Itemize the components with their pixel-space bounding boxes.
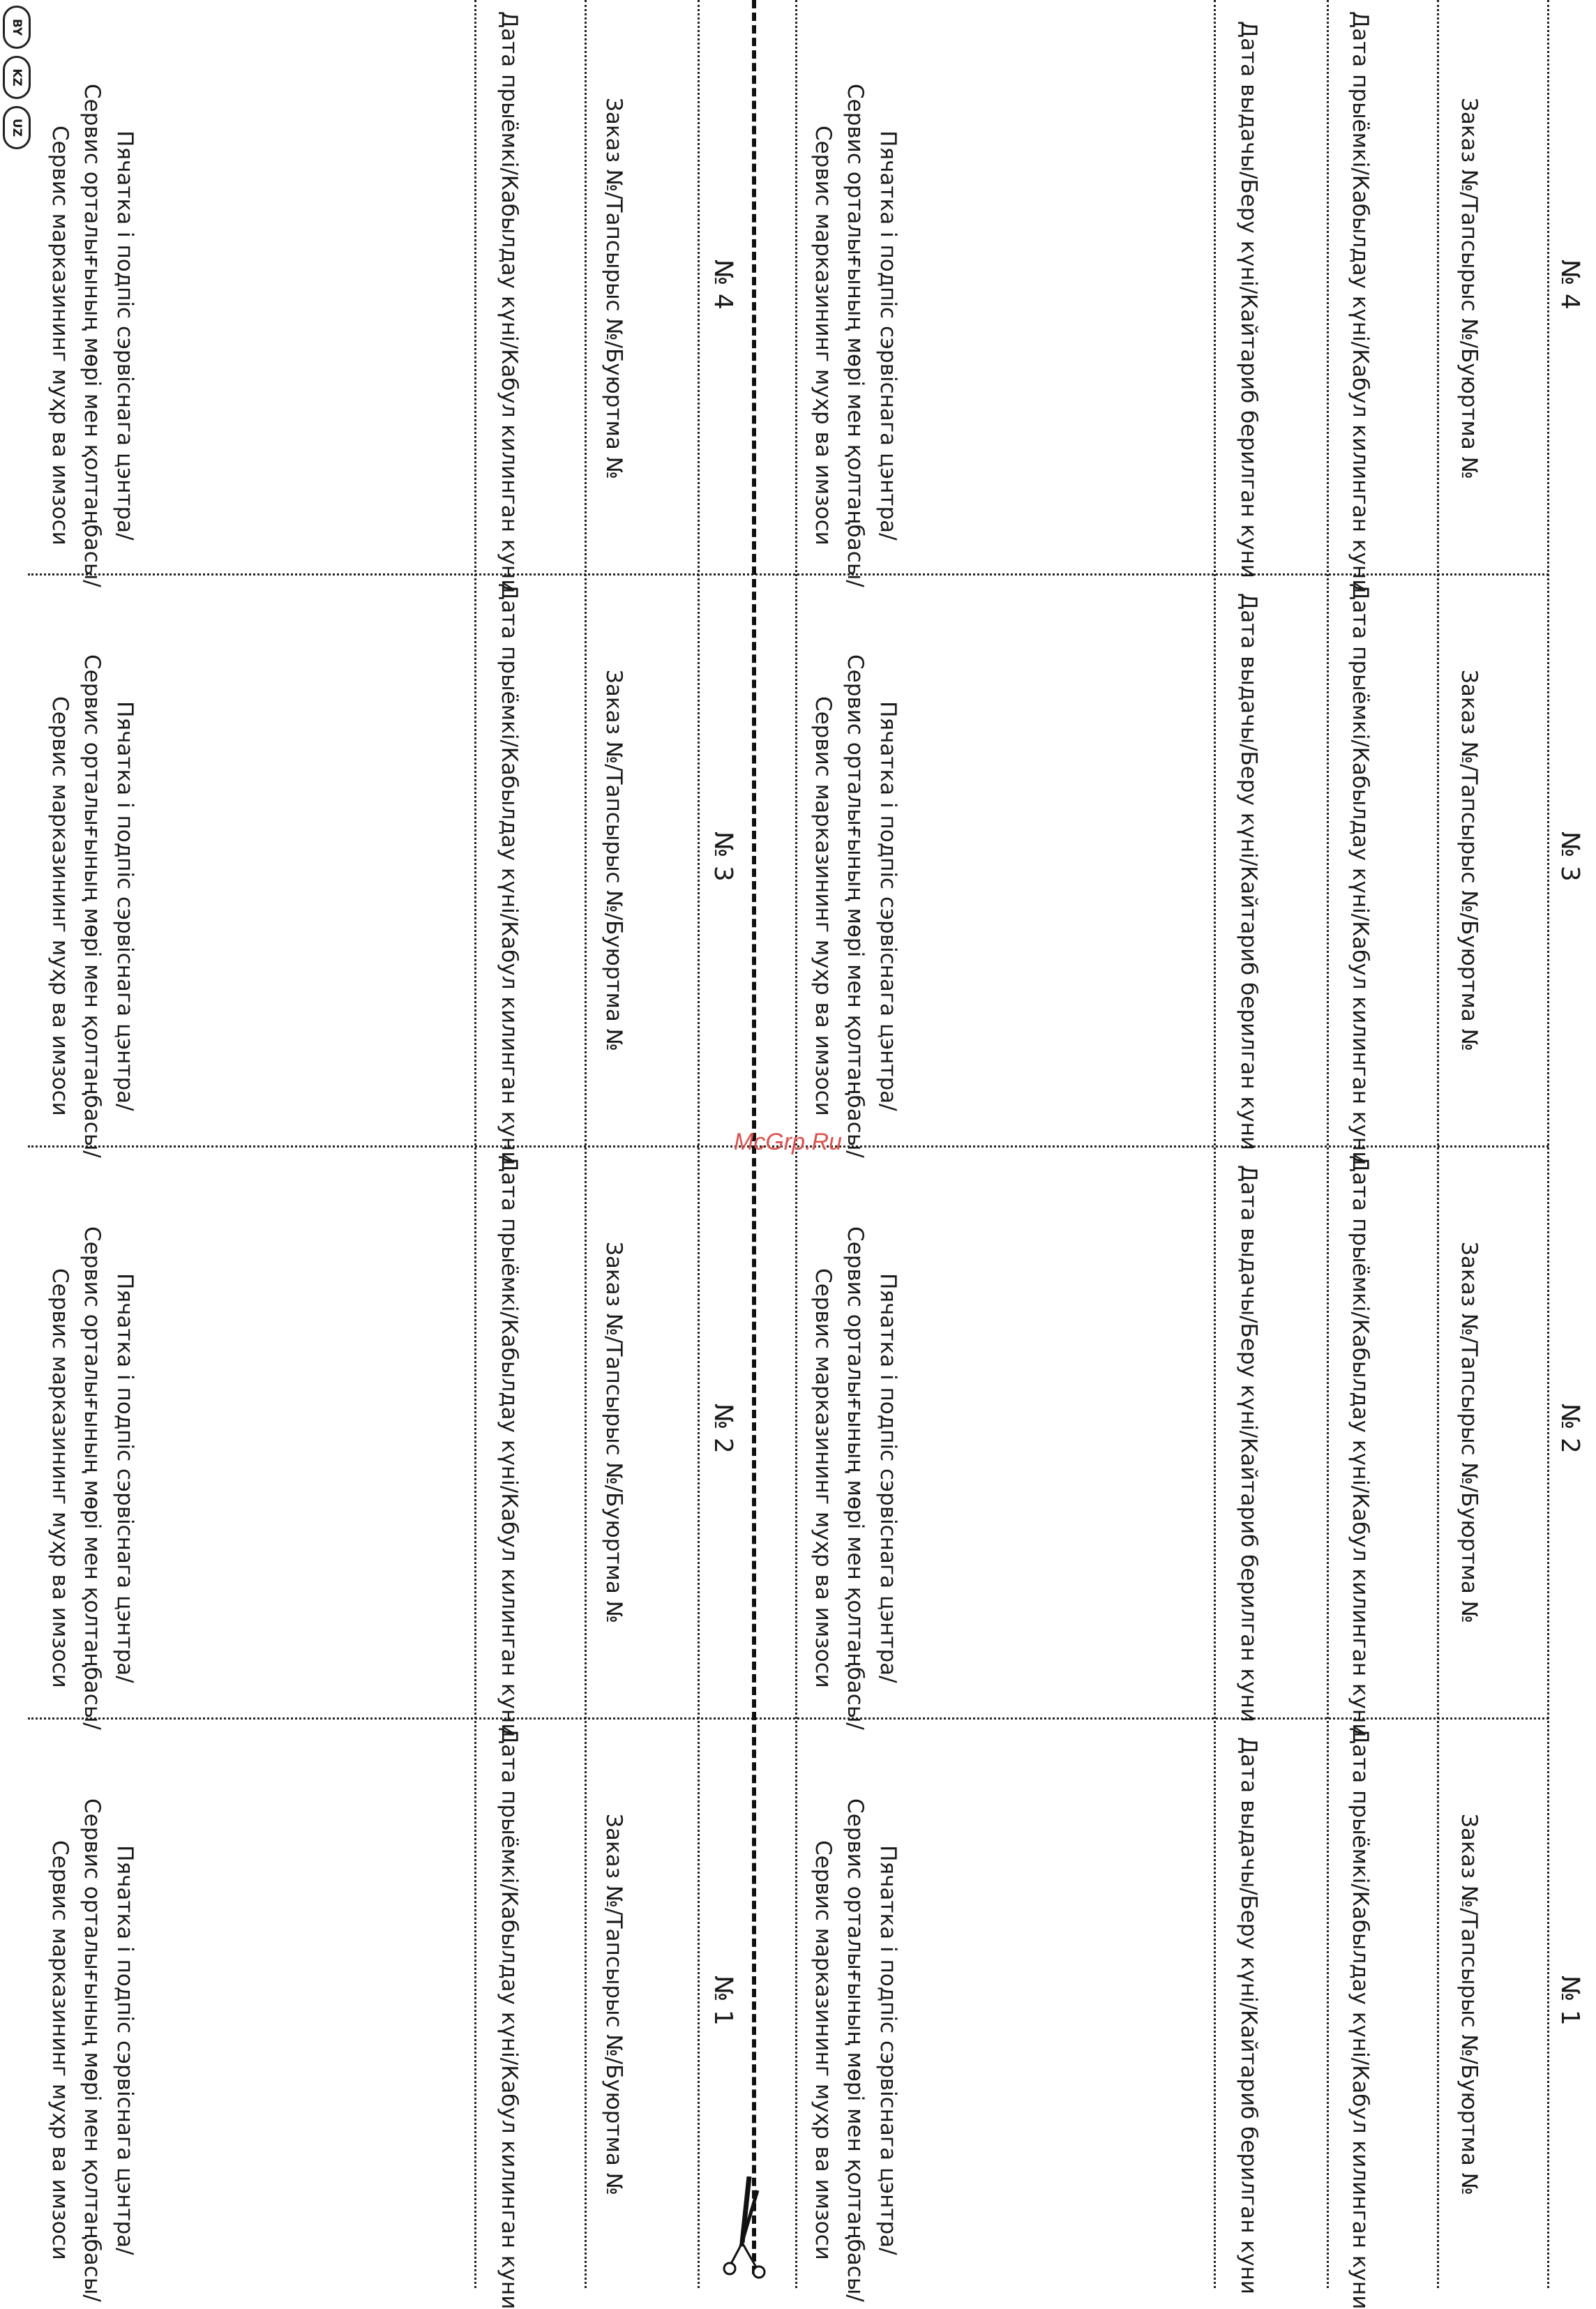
stamp-label: Пячатка і подпіс сэрвіснага цэнтра/ Сервис орталығының мөрі мен қолтаңбасы/ Сервис марказининг муҳр ва имзоси [811,1798,901,2302]
coupon-number: № 3 [1556,832,1584,882]
coupon-separator [28,573,1549,576]
stamp-label: Пячатка і подпіс сэрвіснага цэнтра/ Сервис орталығының мөрі мен қолтаңбасы/ Сервис марказининг муҳр ва имзоси [47,1798,137,2302]
order-number-label: Заказ №/Тапсырыс №/Буюртма № [1456,1814,1482,2195]
stamp-label: Пячатка і подпіс сэрвіснага цэнтра/ Сервис орталығының мөрі мен қолтаңбасы/ Сервис марказининг муҳр ва имзоси [47,654,137,1158]
coupon-separator [28,1717,1549,1720]
coupon-number: № 2 [1556,1404,1584,1454]
stamp-label: Пячатка і подпіс сэрвіснага цэнтра/ Сервис орталығының мөрі мен қолтаңбасы/ Сервис марказининг муҳр ва имзоси [811,1226,901,1730]
coupon-number: № 1 [709,1976,737,2026]
receive-date-label: Дата прыёмкі/Кабылдау күні/Кабул килинган куни [497,1155,522,1738]
receive-date-label: Дата прыёмкі/Кабылдау күні/Кабул килинган куни [1348,1727,1373,2309]
receive-date-label: Дата прыёмкі/Кабылдау күні/Кабул килинган куни [497,11,522,594]
issue-date-label: Дата выдачы/Беру күні/Кайтариб берилган куни [1236,1737,1261,2294]
watermark: McGrp.Ru [734,1129,842,1155]
receive-date-label: Дата прыёмкі/Кабылдау күні/Кабул килинган куни [1348,1155,1373,1738]
issue-date-label: Дата выдачы/Беру күні/Кайтариб берилган куни [1236,1165,1261,1722]
order-number-label: Заказ №/Тапсырыс №/Буюртма № [601,1242,626,1623]
order-number-label: Заказ №/Тапсырыс №/Буюртма № [1456,1242,1482,1623]
country-badge: UZ [3,106,31,149]
receive-date-label: Дата прыёмкі/Кабылдау күні/Кабул килинган куни [497,583,522,1166]
stamp-label: Пячатка і подпіс сэрвіснага цэнтра/ Сервис орталығының мөрі мен қолтаңбасы/ Сервис марказининг муҳр ва имзоси [811,654,901,1158]
scissors-icon [721,2176,770,2281]
divider-vertical [1327,0,1329,2288]
divider-vertical [1214,0,1216,2288]
divider-vertical [474,0,476,2288]
receive-date-label: Дата прыёмкі/Кабылдау күні/Кабул килинган куни [1348,583,1373,1166]
stamp-label: Пячатка і подпіс сэрвіснага цэнтра/ Сервис орталығының мөрі мен қолтаңбасы/ Сервис марказининг муҳр ва имзоси [47,84,137,587]
divider-vertical [585,0,587,2288]
order-number-label: Заказ №/Тапсырыс №/Буюртма № [601,1814,626,2195]
receive-date-label: Дата прыёмкі/Кабылдау күні/Кабул килинган куни [1348,11,1373,594]
stamp-label: Пячатка і подпіс сэрвіснага цэнтра/ Сервис орталығының мөрі мен қолтаңбасы/ Сервис марказининг муҳр ва имзоси [47,1226,137,1730]
divider-vertical [1547,0,1549,2288]
order-number-label: Заказ №/Тапсырыс №/Буюртма № [1456,670,1482,1051]
coupon-number: № 2 [709,1404,737,1454]
coupon-number: № 4 [709,260,737,310]
receive-date-label: Дата прыёмкі/Кабылдау күні/Кабул килинган куни [497,1727,522,2309]
divider-vertical [698,0,700,2288]
divider-vertical [1437,0,1439,2288]
order-number-label: Заказ №/Тапсырыс №/Буюртма № [601,98,626,479]
country-badge: KZ [3,56,31,99]
country-badges [3,6,32,156]
coupon-number: № 4 [1556,260,1584,310]
issue-date-label: Дата выдачы/Беру күні/Кайтариб берилган куни [1236,593,1261,1150]
stamp-label: Пячатка і подпіс сэрвіснага цэнтра/ Сервис орталығының мөрі мен қолтаңбасы/ Сервис марказининг муҳр ва имзоси [811,84,901,587]
order-number-label: Заказ №/Тапсырыс №/Буюртма № [601,670,626,1051]
coupon-number: № 1 [1556,1976,1584,2026]
order-number-label: Заказ №/Тапсырыс №/Буюртма № [1456,98,1482,479]
country-badge: BY [3,6,31,49]
coupon-number: № 3 [709,832,737,882]
issue-date-label: Дата выдачы/Беру күні/Кайтариб берилган куни [1236,21,1261,578]
